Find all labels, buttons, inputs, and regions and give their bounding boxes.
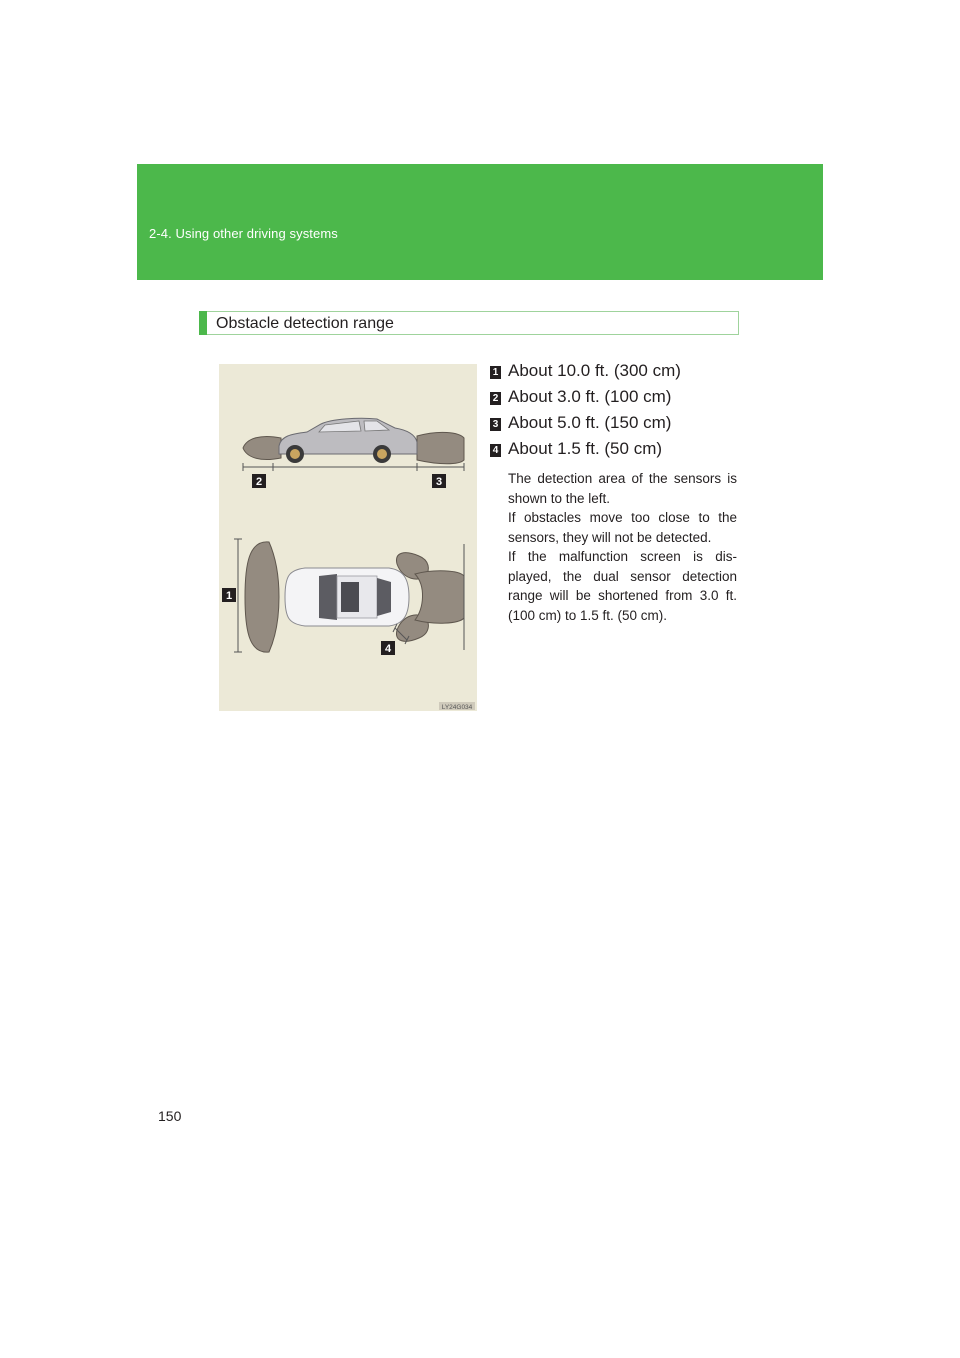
section-title: Obstacle detection range (216, 315, 394, 332)
page-number: 150 (158, 1108, 182, 1124)
item-number-badge: 4 (490, 444, 501, 457)
item-label: About 1.5 ft. (50 cm) (508, 439, 663, 458)
heading-accent-bar (199, 311, 207, 335)
item-number-badge: 1 (490, 366, 501, 379)
paragraph-malfunction: If the malfunction screen is dis-played, the dual sensor detection range will be shortened from 3.0 ft. (100 cm) to 1.5 ft. (50 cm). (508, 549, 737, 623)
chapter-header-band (137, 164, 823, 280)
car-side-view-icon (279, 418, 417, 463)
list-item (490, 413, 750, 439)
list-item (490, 439, 750, 465)
front-detection-area-side (243, 436, 281, 459)
rear-detection-area-top (415, 571, 464, 623)
list-item (490, 361, 750, 387)
car-top-view-icon (285, 568, 409, 626)
range-list (490, 361, 750, 465)
list-item (490, 387, 750, 413)
section-heading (199, 311, 739, 335)
paragraph-detection-area: The detection area of the sensors is shown to the left. (508, 471, 737, 506)
svg-text:1: 1 (225, 590, 233, 602)
item-label: About 3.0 ft. (100 cm) (508, 387, 672, 406)
figure-code: LY24G034 (441, 704, 473, 711)
detection-range-diagram (219, 364, 477, 711)
front-detection-area-top (245, 542, 279, 652)
svg-text:4: 4 (384, 643, 392, 655)
item-label: About 5.0 ft. (150 cm) (508, 413, 672, 432)
item-label: About 10.0 ft. (300 cm) (508, 361, 681, 380)
svg-text:2: 2 (255, 476, 263, 488)
rear-detection-area-side (417, 432, 464, 463)
svg-text:3: 3 (435, 476, 443, 488)
detection-range-illustration (219, 364, 477, 711)
item-number-badge: 2 (490, 392, 501, 405)
paragraph-too-close: If obstacles move too close to the sensors, they will not be detected. (508, 510, 737, 545)
item-number-badge: 3 (490, 418, 501, 431)
breadcrumb: 2-4. Using other driving systems (149, 226, 338, 241)
description-text (508, 469, 737, 625)
